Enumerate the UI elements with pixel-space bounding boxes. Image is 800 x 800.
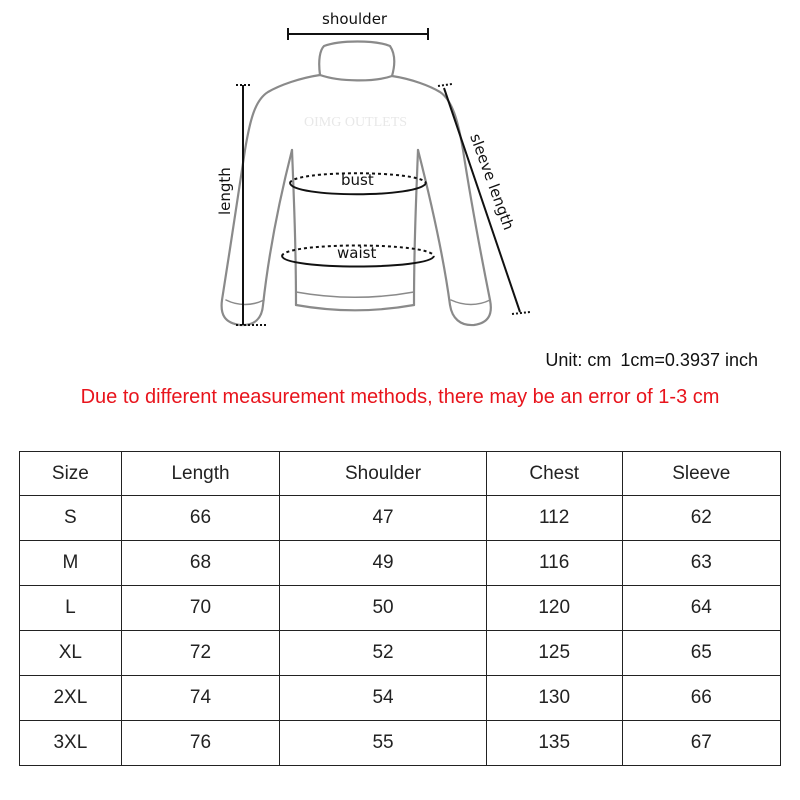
- header-sleeve: Sleeve: [622, 452, 780, 496]
- cell-shoulder: 52: [280, 631, 487, 676]
- cell-sleeve: 67: [622, 721, 780, 766]
- header-size: Size: [20, 452, 122, 496]
- shoulder-measure: [288, 28, 428, 40]
- cell-length: 70: [121, 586, 279, 631]
- cell-size: M: [20, 541, 122, 586]
- cell-chest: 120: [486, 586, 622, 631]
- unit-conversion: 1cm=0.3937 inch: [620, 350, 758, 370]
- table-row: [20, 541, 781, 586]
- unit-text: Unit: cm: [545, 350, 612, 370]
- header-length: Length: [121, 452, 279, 496]
- waist-label: waist: [337, 244, 377, 262]
- cell-chest: 112: [486, 496, 622, 541]
- cell-size: XL: [20, 631, 122, 676]
- shoulder-label: shoulder: [322, 10, 388, 28]
- size-chart-table: [19, 451, 781, 766]
- table-row: [20, 496, 781, 541]
- cell-chest: 130: [486, 676, 622, 721]
- cell-length: 76: [121, 721, 279, 766]
- cell-size: S: [20, 496, 122, 541]
- cell-length: 66: [121, 496, 279, 541]
- header-chest: Chest: [486, 452, 622, 496]
- cell-chest: 125: [486, 631, 622, 676]
- cell-sleeve: 64: [622, 586, 780, 631]
- cell-length: 74: [121, 676, 279, 721]
- cell-shoulder: 49: [280, 541, 487, 586]
- cell-shoulder: 54: [280, 676, 487, 721]
- table-row: [20, 631, 781, 676]
- sleeve-measure: [438, 84, 530, 314]
- sleeve-length-label: sleeve length: [466, 131, 518, 233]
- watermark: OIMG OUTLETS: [304, 115, 408, 130]
- cell-sleeve: 62: [622, 496, 780, 541]
- header-shoulder: Shoulder: [280, 452, 487, 496]
- length-label: length: [216, 167, 234, 215]
- cell-shoulder: 47: [280, 496, 487, 541]
- cell-sleeve: 63: [622, 541, 780, 586]
- cell-sleeve: 65: [622, 631, 780, 676]
- cell-sleeve: 66: [622, 676, 780, 721]
- cell-shoulder: 55: [280, 721, 487, 766]
- cell-chest: 135: [486, 721, 622, 766]
- cell-size: 3XL: [20, 721, 122, 766]
- table-row: [20, 721, 781, 766]
- bust-label: bust: [341, 171, 374, 189]
- cell-length: 72: [121, 631, 279, 676]
- table-row: [20, 586, 781, 631]
- cell-length: 68: [121, 541, 279, 586]
- cell-size: 2XL: [20, 676, 122, 721]
- sweater-diagram: [0, 0, 800, 340]
- cell-shoulder: 50: [280, 586, 487, 631]
- cell-chest: 116: [486, 541, 622, 586]
- unit-note: [380, 350, 758, 371]
- table-header-row: [20, 452, 781, 496]
- cell-size: L: [20, 586, 122, 631]
- table-row: [20, 676, 781, 721]
- measurement-warning: Due to different measurement methods, there may be an error of 1-3 cm: [80, 386, 720, 408]
